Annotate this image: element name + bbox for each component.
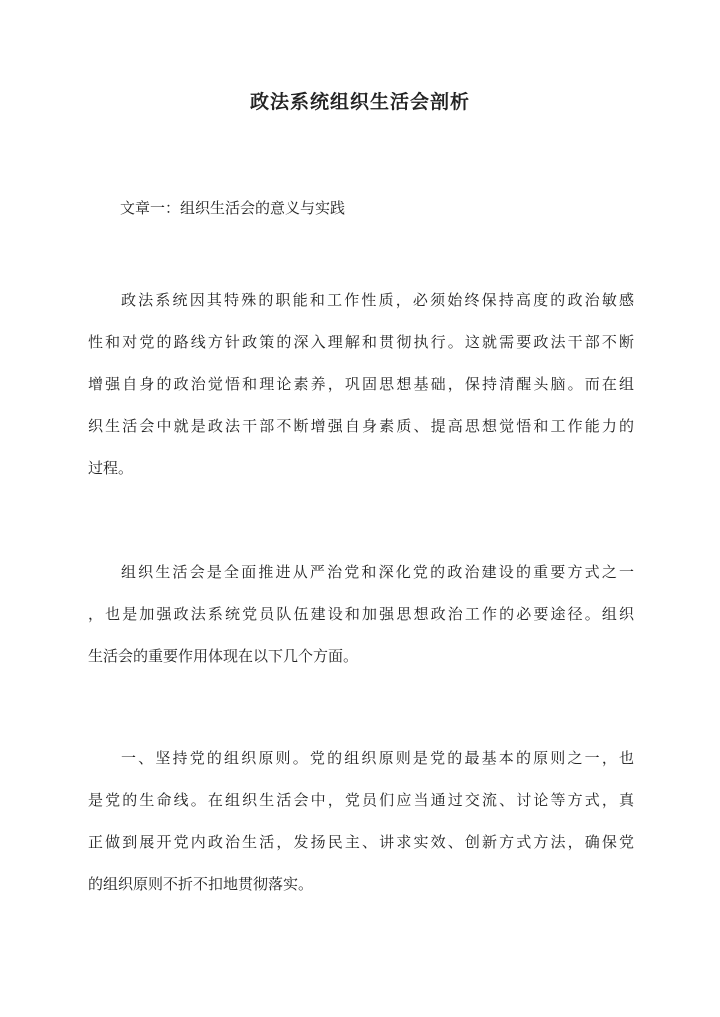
paragraph-line: 政法系统因其特殊的职能和工作性质，必须始终保持高度的政治敏感 bbox=[121, 291, 634, 309]
paragraph-line: 一、坚持党的组织原则。党的组织原则是党的最基本的原则之一，也 bbox=[121, 749, 634, 767]
paragraph-line: 组织生活会是全面推进从严治党和深化党的政治建设的重要方式之一 bbox=[121, 563, 634, 581]
paragraph-2 bbox=[88, 551, 634, 677]
paragraph-3 bbox=[88, 737, 634, 905]
paragraph-line: 的组织原则不折不扣地贯彻落实。 bbox=[88, 875, 314, 893]
document-title: 政法系统组织生活会剖析 bbox=[249, 91, 470, 113]
paragraph-line: 增强自身的政治觉悟和理论素养，巩固思想基础，保持清醒头脑。而在组 bbox=[88, 375, 634, 393]
paragraph-line: 性和对党的路线方针政策的深入理解和贯彻执行。这就需要政法干部不断 bbox=[88, 333, 634, 351]
paragraph-line: 生活会的重要作用体现在以下几个方面。 bbox=[88, 647, 359, 665]
paragraph-line: ，也是加强政法系统党员队伍建设和加强思想政治工作的必要途径。组织 bbox=[88, 605, 634, 623]
paragraph-line: 织生活会中就是政法干部不断增强自身素质、提高思想觉悟和工作能力的 bbox=[88, 417, 634, 435]
paragraph-line: 是党的生命线。在组织生活会中，党员们应当通过交流、讨论等方式，真 bbox=[88, 791, 634, 809]
paragraph-line: 正做到展开党内政治生活，发扬民主、讲求实效、创新方式方法，确保党 bbox=[88, 833, 634, 851]
paragraph-1 bbox=[88, 279, 634, 489]
article-subtitle: 文章一：组织生活会的意义与实践 bbox=[120, 199, 346, 217]
paragraph-line: 过程。 bbox=[88, 459, 134, 477]
